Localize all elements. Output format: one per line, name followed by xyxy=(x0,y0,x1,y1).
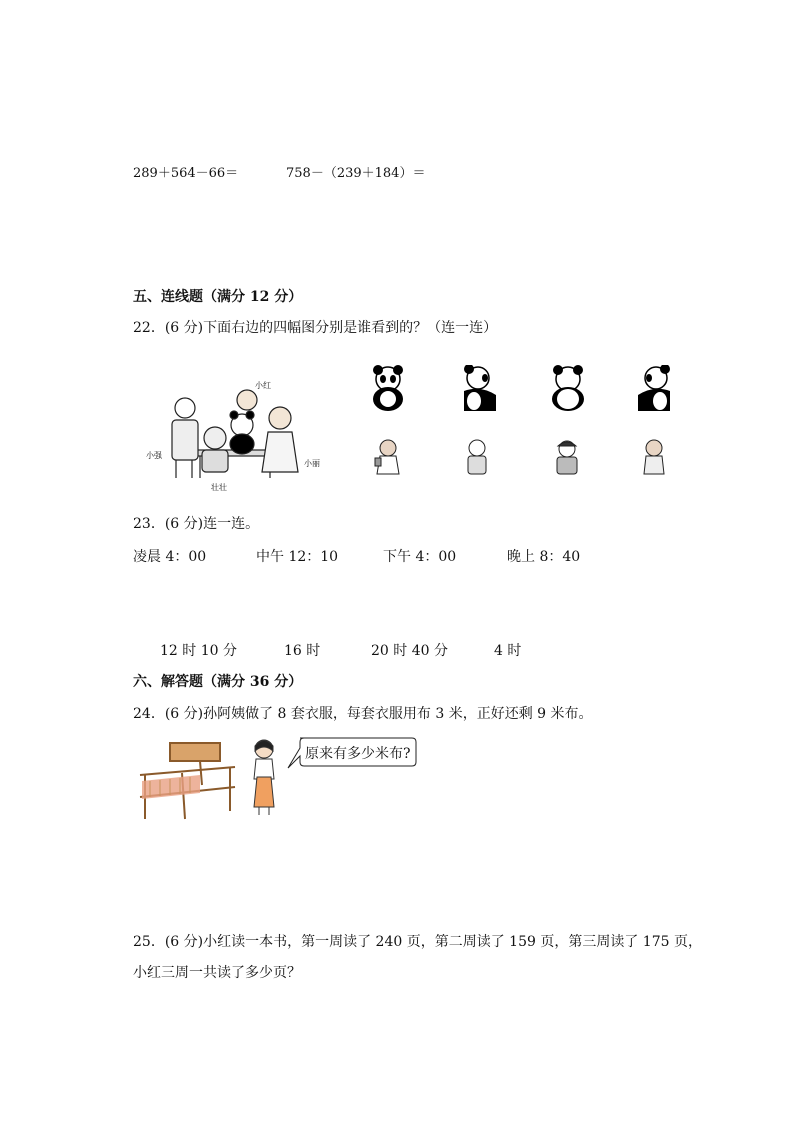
boy-standing-icon[interactable] xyxy=(462,438,492,476)
woman-illustration xyxy=(248,737,280,817)
time-bottom-2[interactable]: 16 时 xyxy=(284,643,321,659)
panda-back-view-icon[interactable] xyxy=(548,365,588,413)
loom-illustration xyxy=(130,735,245,823)
panda-front-view-icon[interactable] xyxy=(368,365,408,413)
children-with-panda-scene xyxy=(150,380,325,485)
question-25-line-1: 25．(6 分)小红读一本书，第一周读了 240 页，第二周读了 159 页，第三周读了 175 页， xyxy=(133,934,702,950)
section-six-heading: 六、解答题（满分 36 分） xyxy=(133,674,303,690)
time-top-3[interactable]: 下午 4：00 xyxy=(383,549,457,565)
time-top-4[interactable]: 晚上 8：40 xyxy=(507,549,581,565)
label-zhuangzhuang: 壮壮 xyxy=(211,483,227,492)
label-xiaoli: 小丽 xyxy=(304,459,320,468)
speech-bubble-text: 原来有多少米布? xyxy=(305,746,411,762)
label-xiaohong: 小红 xyxy=(255,381,271,390)
time-top-1[interactable]: 凌晨 4：00 xyxy=(133,549,207,565)
question-25-line-2: 小红三周一共读了多少页？ xyxy=(133,965,301,981)
question-24-text: 24．(6 分)孙阿姨做了 8 套衣服，每套衣服用布 3 米，正好还剩 9 米布。 xyxy=(133,706,593,722)
expression-2: 758－（239＋184）＝ xyxy=(286,166,426,181)
expression-1: 289＋564－66＝ xyxy=(133,166,239,181)
section-five-heading: 五、连线题（满分 12 分） xyxy=(133,289,303,305)
girl-standing-icon[interactable] xyxy=(640,438,670,476)
label-xiaoqiang: 小强 xyxy=(146,451,162,460)
time-bottom-4[interactable]: 4 时 xyxy=(494,643,522,659)
girl-with-doll-icon[interactable] xyxy=(372,438,402,476)
boy-with-cap-icon[interactable] xyxy=(552,438,582,476)
panda-other-side-view-icon[interactable] xyxy=(634,365,674,413)
time-bottom-1[interactable]: 12 时 10 分 xyxy=(160,643,237,659)
time-bottom-3[interactable]: 20 时 40 分 xyxy=(371,643,448,659)
question-22-text: 22．(6 分)下面右边的四幅图分别是谁看到的？（连一连） xyxy=(133,320,498,336)
time-top-2[interactable]: 中午 12：10 xyxy=(256,549,339,565)
panda-side-view-icon[interactable] xyxy=(460,365,500,413)
question-23-text: 23．(6 分)连一连。 xyxy=(133,516,260,532)
